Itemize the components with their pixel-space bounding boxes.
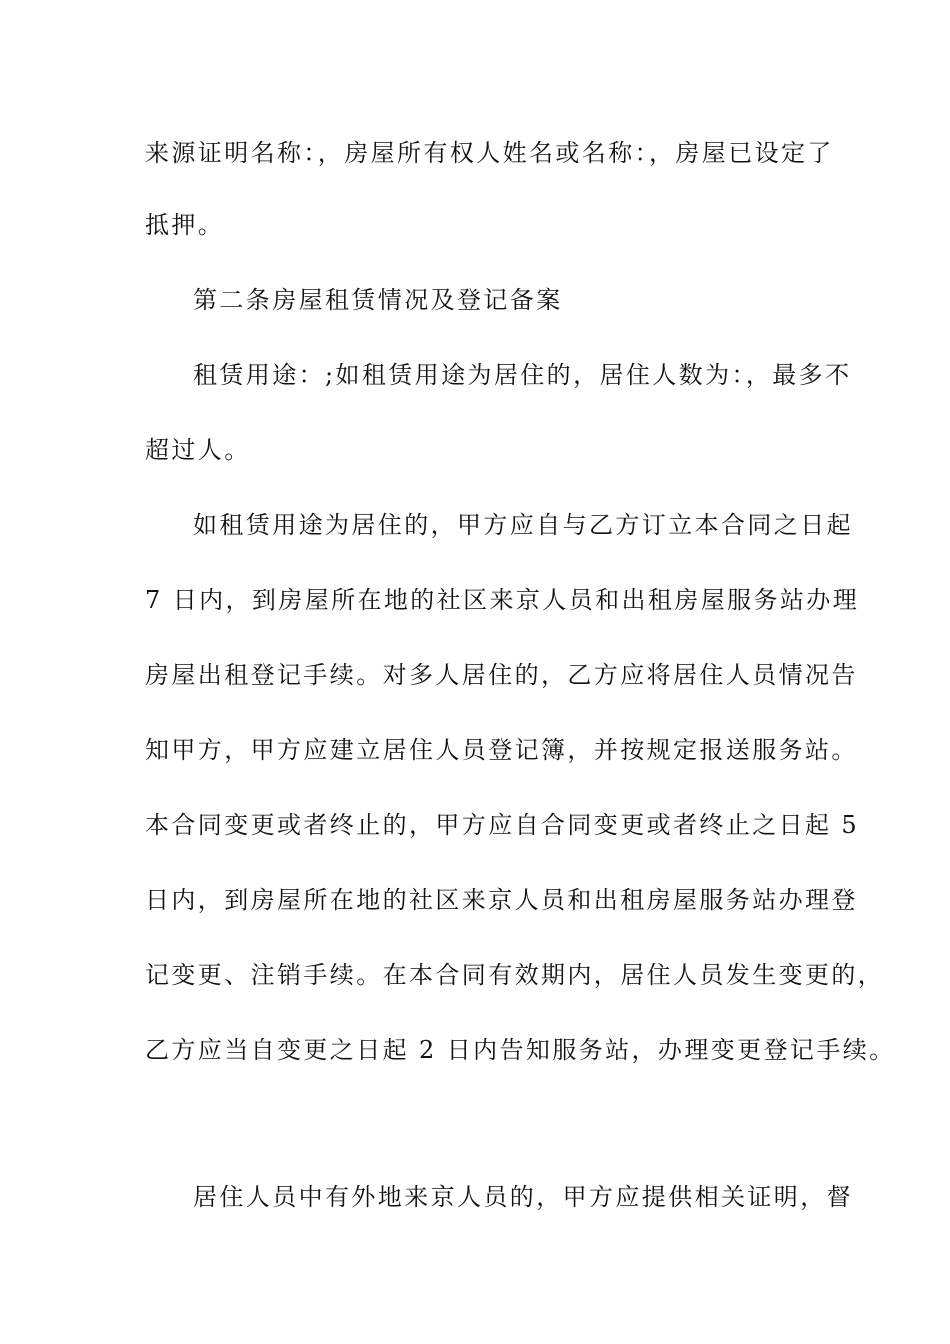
text-line: 房屋出租登记手续。对多人居住的，乙方应将居住人员情况告	[145, 661, 858, 689]
text-line: 日内，到房屋所在地的社区来京人员和出租房屋服务站办理登	[145, 886, 858, 914]
text-line: 乙方应当自变更之日起 2 日内告知服务站，办理变更登记手续。	[145, 1036, 896, 1064]
text-line: 如租赁用途为居住的，甲方应自与乙方订立本合同之日起	[193, 511, 853, 539]
text-line: 本合同变更或者终止的，甲方应自合同变更或者终止之日起 5	[145, 811, 860, 839]
text-line: 来源证明名称：，房屋所有权人姓名或名称：，房屋已设定了	[145, 139, 834, 167]
text-line: 知甲方，甲方应建立居住人员登记簿，并按规定报送服务站。	[145, 736, 858, 764]
text-line: 租赁用途：;如租赁用途为居住的，居住人数为：，最多不	[193, 361, 852, 389]
text-line: 抵押。	[145, 211, 225, 239]
section-heading: 第二条房屋租赁情况及登记备案	[193, 286, 563, 314]
text-line: 居住人员中有外地来京人员的，甲方应提供相关证明，督	[193, 1183, 853, 1211]
text-line: 记变更、注销手续。在本合同有效期内，居住人员发生变更的，	[145, 961, 885, 989]
text-line: 超过人。	[145, 436, 251, 464]
text-line: 7 日内，到房屋所在地的社区来京人员和出租房屋服务站办理	[145, 586, 860, 614]
